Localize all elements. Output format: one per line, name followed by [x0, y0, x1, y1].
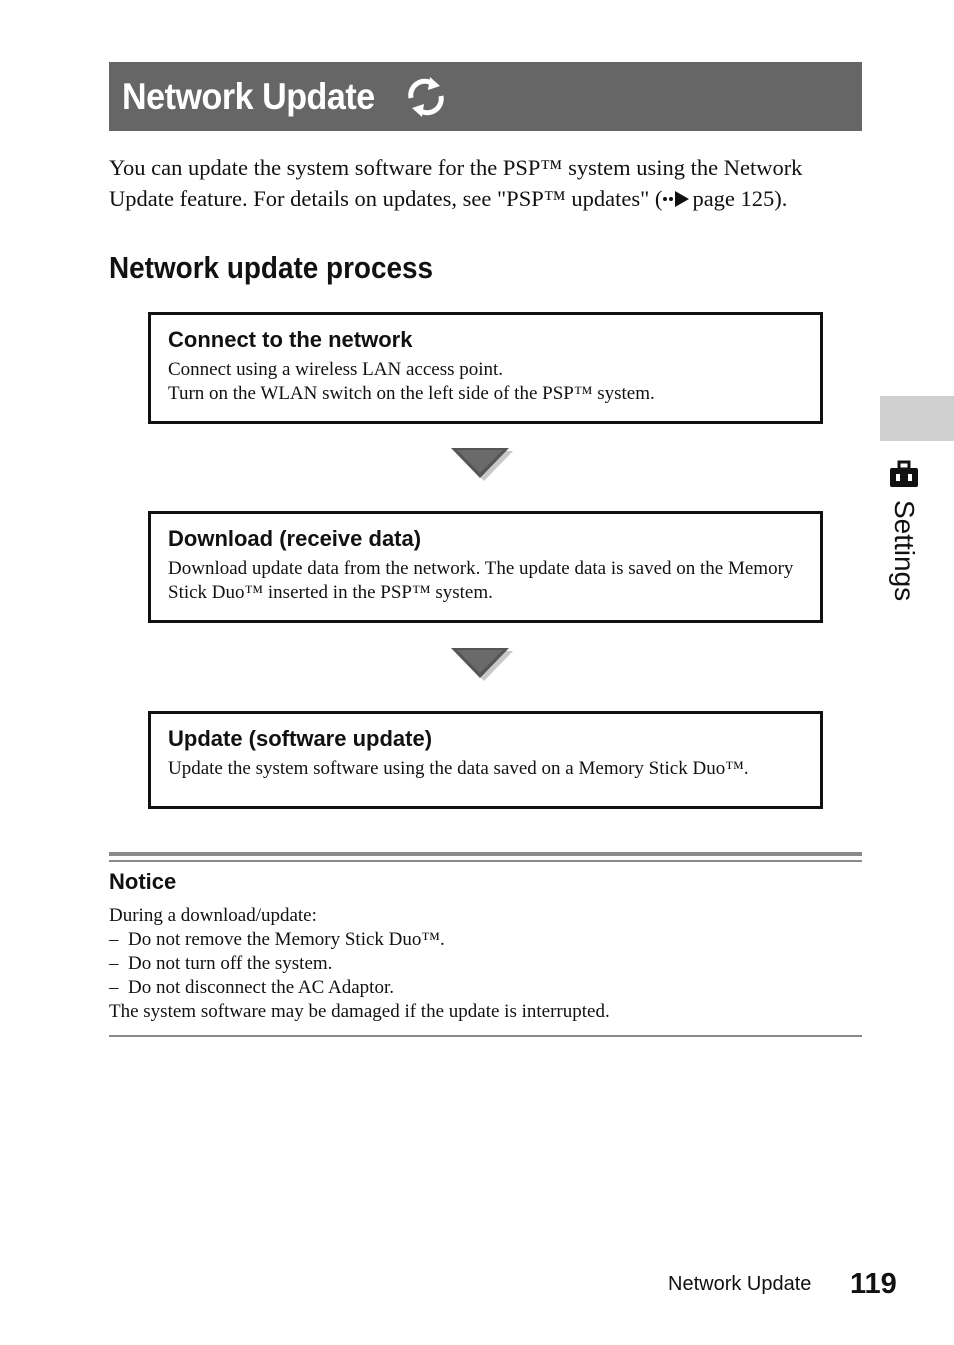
intro-text: You can update the system software for the PSP™ system using the Network Update feature. For details on updates, see "PSP™ updates" ( — [109, 155, 803, 211]
flow-down-arrow-icon — [451, 647, 513, 683]
step-box-download — [148, 511, 823, 623]
page-title: Network Update — [122, 75, 375, 117]
step-text-line: Download update data from the network. The update data is saved on the Memory Stick Duo™ inserted in the PSP™ system. — [168, 558, 794, 603]
section-heading: Network update process — [109, 250, 434, 285]
step-box-update — [148, 711, 823, 809]
step-text-line: Turn on the WLAN switch on the left side of the PSP™ system. — [168, 383, 655, 404]
side-section-text: Settings — [889, 500, 920, 602]
notice-divider-bottom — [109, 1035, 862, 1037]
flow-down-arrow-icon — [451, 447, 513, 483]
notice-line: During a download/update: — [109, 905, 317, 926]
notice-heading: Notice — [109, 869, 177, 894]
page-title-bar — [109, 62, 862, 131]
step-box-connect — [148, 312, 823, 424]
step-title: Download (receive data) — [168, 526, 422, 551]
step-title: Update (software update) — [168, 726, 433, 751]
side-tab-marker — [880, 396, 954, 441]
notice-body — [109, 904, 862, 1024]
notice-line: – Do not turn off the system. — [109, 953, 333, 974]
notice-line: – Do not disconnect the AC Adaptor. — [109, 977, 394, 998]
toolbox-icon — [887, 460, 921, 490]
step-title: Connect to the network — [168, 327, 413, 352]
page-reference-arrow-icon — [662, 191, 692, 207]
step-text-line: Connect using a wireless LAN access point. — [168, 359, 504, 380]
intro-page-reference: page 125). — [692, 186, 788, 211]
refresh-arrows-icon — [403, 74, 449, 120]
step-text-line: Update the system software using the data saved on a Memory Stick Duo™. — [168, 758, 749, 779]
notice-line: – Do not remove the Memory Stick Duo™. — [109, 929, 445, 950]
side-section-label — [884, 460, 924, 630]
intro-paragraph — [109, 152, 869, 214]
notice-divider-top — [109, 852, 862, 856]
page-number: 119 — [850, 1268, 897, 1300]
footer-section-title: Network Update — [668, 1273, 812, 1295]
notice-divider-top-thin — [109, 860, 862, 862]
notice-line: The system software may be damaged if the update is interrupted. — [109, 1001, 610, 1022]
